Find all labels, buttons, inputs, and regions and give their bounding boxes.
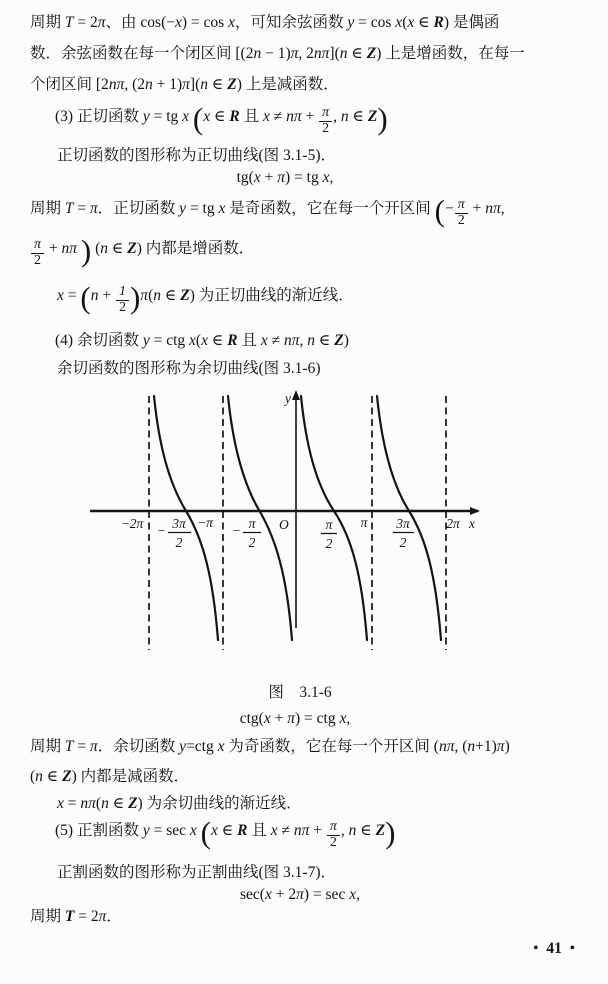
text-run: ]( (329, 45, 340, 62)
text-run: + (260, 169, 278, 186)
big-paren: ( (192, 101, 204, 137)
text-run: ) (137, 795, 147, 812)
text-run: 周期 (30, 14, 65, 31)
text-run: [2 (95, 76, 109, 93)
text-run: = cos (354, 14, 396, 31)
text-run: ∈ (315, 332, 335, 349)
text-run: y (179, 738, 187, 755)
tick-numerator: 3π (172, 516, 186, 531)
text-run: y (142, 332, 150, 349)
tick-minus-2pi: −2π (120, 516, 144, 531)
big-paren: ) (129, 280, 141, 316)
text-run: = 2 (74, 908, 99, 925)
fraction-numerator: π (31, 238, 44, 254)
text-run: y (142, 822, 150, 840)
text-run: x (262, 108, 270, 126)
tick-minus-pi-over-2 (232, 516, 261, 550)
text-run: π (277, 169, 285, 186)
text-run: [(2 (235, 45, 254, 62)
text-run: ∈ (356, 822, 376, 840)
fraction-denominator: 2 (329, 834, 337, 850)
text-run: = tg (186, 200, 219, 218)
text-line-4 (55, 101, 388, 137)
text-run: ∈ (217, 822, 238, 840)
text-run: 内都是增函数． (145, 240, 255, 258)
text-run: = tg (149, 108, 183, 126)
text-run: +1) (475, 738, 497, 755)
text-run: π (98, 908, 107, 925)
text-run: • (533, 940, 547, 957)
text-run: Z (128, 795, 138, 812)
text-run: T (64, 200, 74, 218)
text-run: + (45, 240, 62, 258)
text-run: π (182, 76, 190, 93)
text-run: x (218, 200, 226, 218)
text-line-5 (57, 145, 336, 167)
text-run: 上是增函数，在每一 (385, 45, 525, 62)
text-run: ∈ (207, 332, 228, 349)
text-run: 余切函数的图形称为余切曲线(图 3.1-6) (57, 360, 321, 377)
text-run: ∈ (348, 108, 368, 126)
x-axis-label: x (469, 516, 475, 531)
text-line-8 (30, 233, 255, 269)
text-run: ) (71, 768, 81, 785)
text-run: 正割函数的图形称为正割曲线(图 3.1-7)． (57, 864, 336, 881)
text-run: R (229, 108, 240, 126)
text-run: π (97, 14, 106, 31)
text-run: T (64, 908, 75, 925)
text-run: n (348, 822, 357, 840)
text-run: ∈ (208, 76, 228, 93)
text-run: x (228, 14, 235, 31)
text-run: = (63, 795, 81, 812)
text-run: y (347, 14, 355, 31)
text-run: ( (95, 795, 102, 812)
text-run: , ( (454, 738, 468, 755)
text-run: R (237, 822, 248, 840)
text-run: n (35, 768, 43, 785)
text-run: , (346, 710, 351, 727)
text-run: x (253, 169, 261, 186)
origin-label: O (279, 517, 289, 532)
text-line-7 (30, 193, 505, 229)
text-run: 41 (546, 940, 562, 957)
tick-pi: π (360, 515, 368, 530)
text-run: x (189, 822, 197, 840)
fraction (318, 106, 333, 136)
text-run: 上是减函数． (245, 76, 339, 93)
big-paren: ( (200, 815, 211, 851)
text-run: 内都是减函数． (80, 768, 190, 785)
text-line-10 (55, 330, 349, 352)
text-run: R (227, 332, 238, 349)
text-run: n (100, 240, 109, 258)
text-line-15 (30, 766, 189, 788)
text-line-14 (30, 736, 510, 758)
text-run: 周期 (30, 738, 65, 755)
text-run: Z (180, 287, 190, 305)
text-run: 个闭区间 (30, 76, 96, 93)
text-run: ) = ctg (295, 710, 340, 727)
text-run: n (307, 332, 315, 349)
text-run: , (333, 108, 341, 126)
y-axis-arrow (292, 390, 300, 400)
text-run: nπ (283, 332, 300, 349)
text-run: =ctg (186, 738, 218, 755)
text-run: − (444, 200, 454, 218)
text-run: ) (376, 45, 386, 62)
text-run: ) = sec (303, 886, 350, 903)
tick-denominator: 2 (175, 535, 183, 550)
text-run: + 2 (271, 886, 297, 903)
text-run: x (57, 795, 64, 812)
text-run: + 1) (152, 76, 183, 93)
text-run: y (179, 200, 187, 218)
text-run: • (561, 940, 575, 957)
tick-numerator: 3π (396, 516, 410, 531)
text-run: ∈ (160, 287, 181, 305)
text-run: − 1) (261, 45, 291, 62)
fraction-numerator: 1 (116, 285, 129, 301)
text-run: x (264, 886, 272, 903)
text-run: nπ (313, 45, 330, 62)
text-run: x (182, 108, 190, 126)
y-axis-label: y (285, 391, 291, 406)
text-run: π (140, 287, 149, 305)
text-run: π (90, 738, 98, 755)
text-run: , (340, 822, 349, 840)
text-run: n (467, 738, 476, 755)
text-run: 为余切曲线的渐近线． (146, 795, 302, 812)
text-run: 且 (247, 822, 271, 840)
text-run: nπ (293, 822, 310, 840)
text-run: n (90, 287, 99, 305)
text-run: x (189, 332, 196, 349)
tick-2pi: 2π (446, 516, 460, 531)
text-run: = (73, 200, 91, 218)
text-run: , (500, 200, 505, 218)
tick-minus-pi: −π (197, 515, 213, 530)
text-run: x (203, 108, 211, 126)
text-run: ) = cos (181, 14, 229, 31)
text-run: ．余切函数 (97, 738, 180, 755)
text-line-3 (30, 74, 339, 96)
text-run: ) = tg (285, 169, 323, 186)
text-line-13 (0, 708, 590, 730)
tick-numerator: π (325, 517, 333, 532)
text-run: 、由 (105, 14, 141, 31)
tick-numerator: π (248, 516, 256, 531)
text-run: ]( (189, 76, 201, 93)
text-line-17 (55, 815, 396, 851)
tick-denominator: 2 (325, 536, 333, 551)
text-run: π (290, 45, 299, 62)
text-run: 数．余弦函数在每一个闭区间 (30, 45, 236, 62)
text-run: + (98, 287, 115, 305)
text-run: tg( (236, 169, 254, 186)
tick-3pi-over-2 (393, 516, 414, 550)
text-run: 图 3.1-6 (268, 684, 332, 701)
text-line-18 (57, 862, 336, 884)
text-run: x (201, 332, 208, 349)
text-line-1 (30, 12, 499, 34)
text-run: x (210, 822, 218, 840)
text-run: π (287, 710, 296, 727)
text-run: n (200, 76, 208, 93)
text-run: 周期 (30, 200, 65, 218)
text-run: x (270, 822, 278, 840)
text-run: ∈ (210, 108, 230, 126)
text-run: 且 (239, 108, 263, 126)
text-run: ( (30, 768, 36, 785)
text-run: ，可知余弦函数 (234, 14, 348, 31)
fraction-denominator: 2 (457, 212, 465, 228)
text-run: R (433, 14, 444, 31)
fraction-numerator: π (319, 106, 332, 122)
text-run: 是偶函 (452, 14, 500, 31)
tick-sign: − (156, 523, 166, 538)
text-run: x (339, 710, 347, 727)
text-run: ∈ (42, 768, 63, 785)
text-run: n (145, 76, 153, 93)
text-run: ctg( (239, 710, 264, 727)
text-run: = 2 (73, 14, 98, 31)
text-run: x (263, 710, 271, 727)
figure-caption (0, 682, 600, 704)
text-run: Z (227, 76, 237, 93)
text-run: x (175, 14, 182, 31)
text-run: ) (504, 738, 510, 755)
text-run: x (217, 738, 225, 755)
text-run: 为奇函数，它在每一个开区间 (224, 738, 434, 755)
text-run: sec( (240, 886, 265, 903)
tick-denominator: 2 (399, 535, 407, 550)
text-run: + (468, 200, 486, 218)
text-run: ( (148, 287, 154, 305)
text-run: , (2 (124, 76, 145, 93)
text-run: ∈ (108, 795, 129, 812)
x-axis-arrow (470, 507, 480, 515)
text-run: n (339, 45, 348, 62)
text-run: n (340, 108, 349, 126)
text-run: nπ (485, 200, 501, 218)
text-run: , 2 (298, 45, 314, 62)
text-line-2 (30, 43, 525, 65)
ctg-branch-3 (301, 396, 367, 640)
text-run: nπ (61, 240, 78, 258)
text-run: , (299, 332, 308, 349)
fraction (30, 238, 45, 268)
text-line-6 (0, 167, 570, 189)
text-run: ∈ (108, 240, 128, 258)
text-run: ) (443, 14, 453, 31)
text-run: n (153, 287, 161, 305)
text-line-20 (30, 906, 122, 928)
text-run: ) (343, 332, 349, 349)
fraction-numerator: π (327, 820, 340, 836)
text-run: (3) 正切函数 (55, 108, 143, 126)
tick-sign: − (231, 523, 241, 538)
fraction-numerator: π (455, 198, 468, 214)
fraction (115, 285, 130, 315)
text-run: Z (127, 240, 137, 258)
text-run: nπ (286, 108, 302, 126)
text-run: ( (402, 14, 408, 31)
text-run: ∈ (347, 45, 367, 62)
text-run: Z (62, 768, 72, 785)
text-run: x (260, 332, 268, 349)
fraction-denominator: 2 (34, 252, 41, 268)
text-run: 周期 (30, 908, 65, 925)
text-run: cos(− (140, 14, 175, 31)
tick-minus-3pi-over-2 (157, 516, 191, 550)
text-run: + (270, 710, 288, 727)
text-run: x (349, 886, 357, 903)
fraction-denominator: 2 (118, 299, 126, 315)
text-run: nπ (438, 738, 455, 755)
text-run: + (309, 822, 326, 840)
text-run: ≠ (277, 822, 294, 840)
fraction (326, 820, 341, 850)
text-run: ≠ (269, 108, 287, 126)
text-run: T (64, 14, 74, 31)
text-run: 且 (237, 332, 261, 349)
text-run: (5) 正割函数 (55, 822, 143, 840)
text-run: Z (375, 822, 386, 840)
text-run: Z (367, 108, 378, 126)
text-run: ) (189, 287, 199, 305)
fraction-denominator: 2 (322, 120, 330, 136)
text-run: = sec (149, 822, 190, 840)
text-run: , (356, 886, 360, 903)
text-run: ( (433, 738, 439, 755)
text-run: π (496, 738, 505, 755)
text-run: ． (106, 908, 122, 925)
text-run: x (395, 14, 403, 31)
tick-pi-over-2 (321, 517, 337, 551)
text-run: 为正切曲线的渐近线． (198, 287, 354, 305)
text-run: = ctg (149, 332, 190, 349)
text-run: nπ (80, 795, 96, 812)
big-paren: ( (434, 193, 445, 229)
fraction (454, 198, 469, 228)
text-line-9 (57, 280, 354, 316)
text-run: ( (91, 240, 101, 258)
text-run: = (73, 738, 91, 755)
big-paren: ) (80, 233, 92, 269)
text-run: x (407, 14, 415, 31)
text-run: ≠ (267, 332, 284, 349)
text-run: x (57, 287, 64, 305)
tick-denominator: 2 (248, 535, 256, 550)
big-paren: ( (80, 280, 91, 316)
text-run: ) (136, 240, 146, 258)
text-run: n (253, 45, 262, 62)
text-run: (4) 余切函数 (55, 332, 143, 349)
big-paren: ) (385, 815, 396, 851)
big-paren: ) (377, 101, 388, 137)
text-run: = (63, 287, 81, 305)
text-run: nπ (108, 76, 125, 93)
text-run: ．正切函数 (97, 200, 180, 218)
text-run: Z (334, 332, 344, 349)
text-run: T (64, 738, 74, 755)
text-run: y (142, 108, 150, 126)
text-run: ) (236, 76, 246, 93)
text-run: π (90, 200, 98, 218)
cotangent-figure (88, 388, 528, 680)
text-run: π (296, 886, 304, 903)
text-line-16 (57, 793, 302, 815)
text-run: 是奇函数，它在每一个开区间 (225, 200, 435, 218)
text-run: ( (195, 332, 202, 349)
text-run: , (329, 169, 334, 186)
text-run: x (322, 169, 330, 186)
text-run: n (101, 795, 109, 812)
text-run: 正切函数的图形称为正切曲线(图 3.1-5)． (57, 147, 336, 164)
text-run: + (301, 108, 319, 126)
page-number (533, 938, 575, 960)
text-line-19 (0, 884, 600, 906)
text-line-11 (57, 358, 321, 380)
text-run: ∈ (414, 14, 434, 31)
text-run: Z (366, 45, 377, 62)
